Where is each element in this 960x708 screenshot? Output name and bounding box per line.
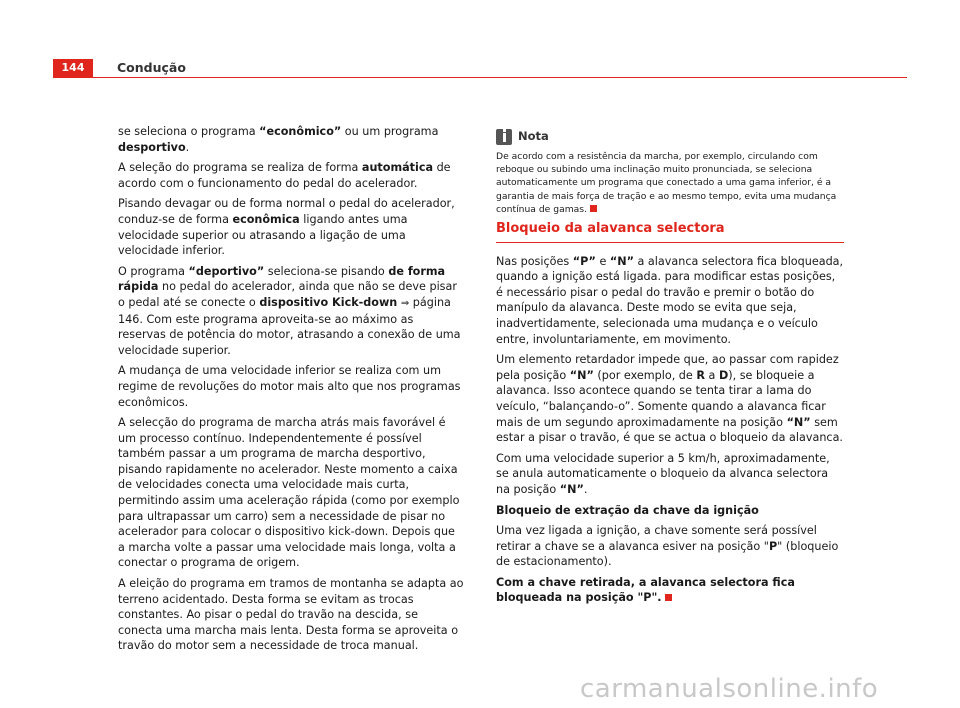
section-title: Bloqueio da alavanca selectora: [496, 221, 844, 243]
cross-reference-arrow-icon: ⇒: [400, 297, 410, 309]
watermark: carmanualsonline.info: [580, 674, 879, 704]
left-column: [118, 124, 464, 659]
end-of-section-icon: [665, 594, 672, 601]
paragraph-q1: Nas posições “P” e “N” a alavanca selectora fica bloqueada, quando a ignição está ligada. para modificar estas posições, é necessário pisar o pedal do travão e premir o botão do manípulo da alavanca. Deste modo se evita que seja, inadvertidamente, selecionada uma mudança e o veículo entre, involuntariamente, em movimento.: [496, 254, 844, 346]
paragraph-6: A selecção do programa de marcha atrás mais favorável é um processo contínuo. Independentemente é possível também passar a um programa de marcha desportivo, pisando rapidamente no acelerador. Neste momento a caixa de velocidades conecta uma velocidade mais curta, permitindo assim uma aceleração rápida (como por exemplo para ultrapassar um carro) sem a necessidade de pisar no acelerador para colocar o dispositivo kick-down. Depois que a marcha volte a passar uma velocidade mais longa, volta a conectar o programa de origem.: [118, 416, 460, 570]
info-icon: [496, 129, 512, 145]
right-column: [496, 127, 844, 611]
paragraph-3: Pisando devagar ou de forma normal o pedal do acelerador, conduz-se de forma econômica ligando antes uma velocidade superior ou atrasando a ligação de uma velocidade inferior.: [118, 197, 455, 258]
note-header: [496, 127, 844, 147]
paragraph-2: A seleção do programa se realiza de forma automática de acordo com o funcionamento do pedal do acelerador.: [118, 161, 451, 190]
subheading: Bloqueio de extração da chave da ignição: [496, 503, 759, 517]
paragraph-q2: Um elemento retardador impede que, ao passar com rapidez pela posição “N” (por exemplo, de R a D), se bloqueie a alavanca. Isso acontece quando se tenta tirar a lama do veículo, “balançando-o”. Somente quando a alavanca ficar mais de um segundo aproximadamente na posição “N” sem estar a pisar o travão, é que se actua o bloqueio da alavanca.: [496, 353, 843, 445]
end-of-section-icon: [590, 205, 597, 212]
paragraph-1: se seleciona o programa “econômico” ou um programa desportivo.: [118, 125, 439, 154]
note-title: Nota: [518, 129, 549, 144]
paragraph-q3: Com uma velocidade superior a 5 km/h, aproximadamente, se anula automaticamente o bloqueio da alvanca selectora na posição “N”.: [496, 451, 830, 496]
page-title: Condução: [117, 60, 186, 75]
note-body: De acordo com a resistência da marcha, por exemplo, circulando com reboque ou subindo uma inclinação muito pronunciada, se seleciona automaticamente um programa que conectado a uma gama inferior, é a garantia de mais força de tração e ao mesmo tempo, evita uma mudança contínua de gamas.: [496, 151, 837, 215]
paragraph-4: O programa “deportivo” seleciona-se pisando de forma rápida no pedal do acelerador, ainda que não se deve pisar o pedal até se conecte o dispositivo Kick-down ⇒ página 146. Com este programa aproveita-se ao máximo as reservas de potência do motor, atrasando a conexão de uma velocidade superior.: [118, 264, 461, 357]
page-number: 144: [53, 59, 93, 77]
paragraph-q4: Uma vez ligada a ignição, a chave somente será possível retirar a chave se a alavanca esiver na posição "P" (bloqueio de estacionamento).: [496, 524, 839, 569]
header-rule: [53, 77, 907, 78]
paragraph-q5: Com a chave retirada, a alavanca selectora fica bloqueada na posição "P".: [496, 575, 795, 605]
paragraph-5: A mudança de uma velocidade inferior se realiza com um regime de revoluções do motor mais alto que nos programas econômicos.: [118, 364, 461, 409]
paragraph-7: A eleição do programa em tramos de montanha se adapta ao terreno acidentado. Desta forma se evitam as trocas constantes. Ao pisar o pedal do travão na descida, se conecta uma marcha mais lenta. Desta forma se aproveita o travão do motor sem a necessidade de troca manual.: [118, 577, 464, 653]
